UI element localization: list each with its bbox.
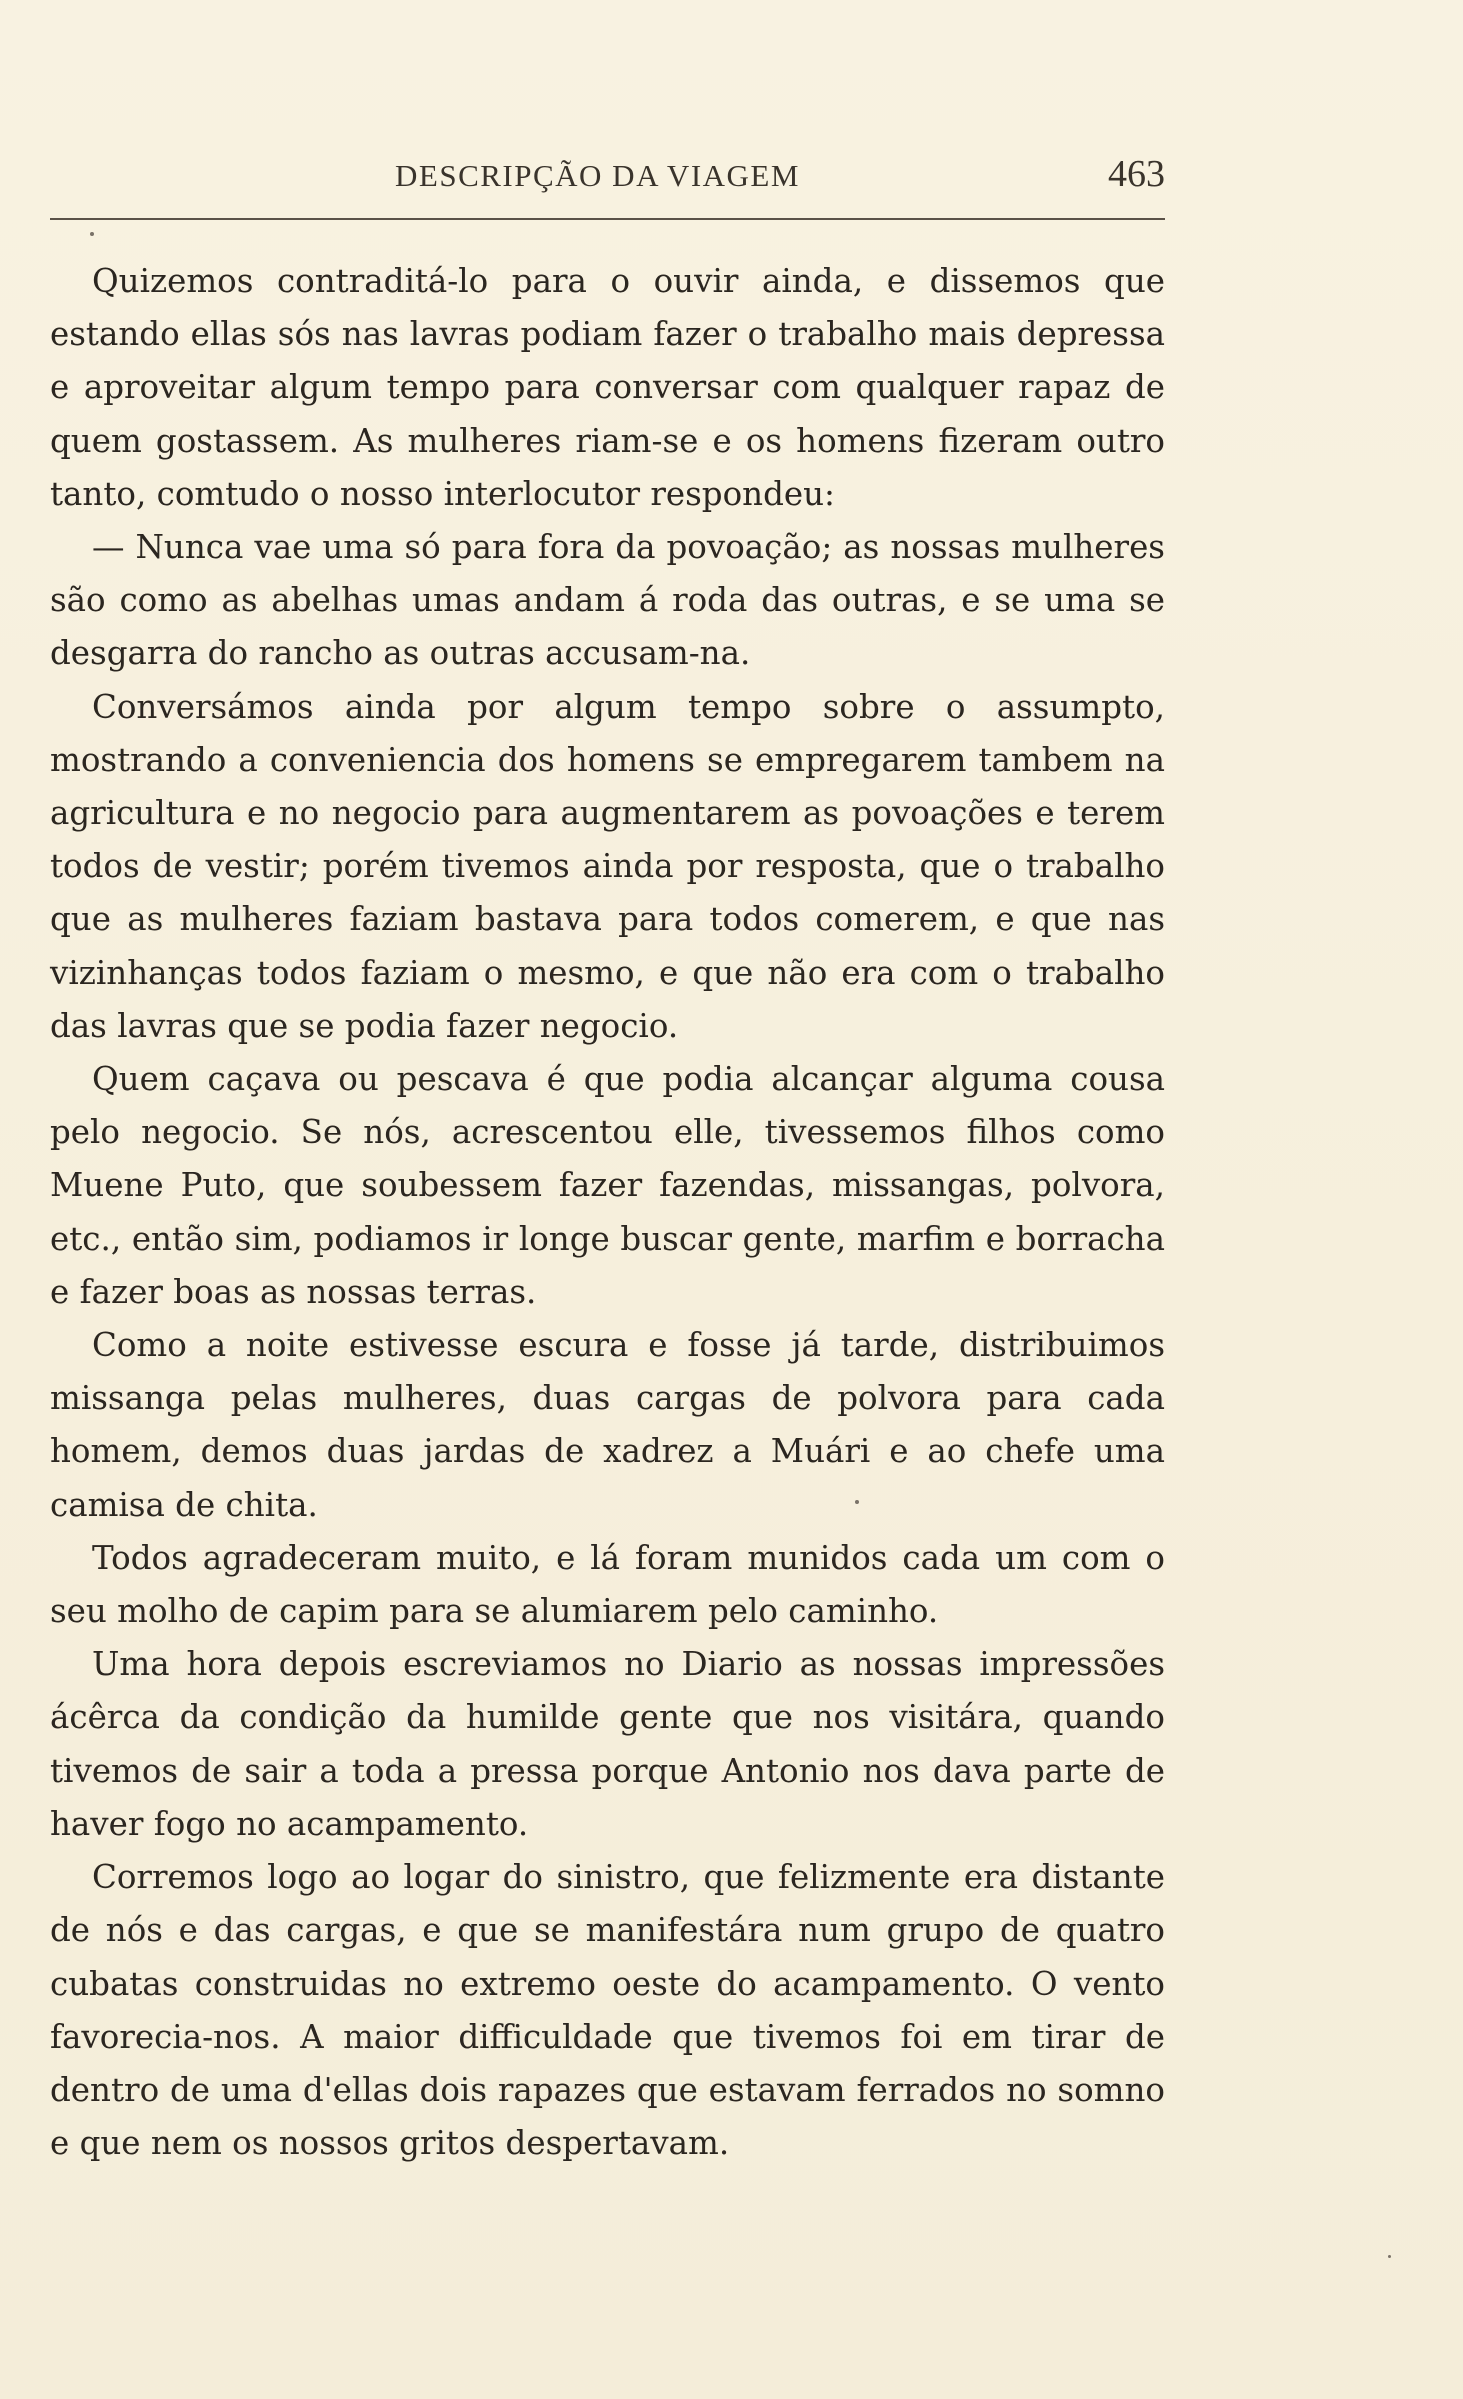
- page-number: 463: [1108, 153, 1165, 195]
- paragraph: Quizemos contraditá-lo para o ouvir ainda, e dissemos que estando ellas sós nas lavras podiam fazer o trabalho mais depressa e aproveitar algum tempo para conversar com qualquer rapaz de quem gostassem. As mulheres riam-se e os homens fizeram outro tanto, comtudo o nosso interlocutor respondeu:: [50, 262, 1165, 513]
- paragraph: Quem caçava ou pescava é que podia alcançar alguma cousa pelo negocio. Se nós, acrescentou elle, tivessemos filhos como Muene Puto, que soubessem fazer fazendas, missangas, polvora, etc., então sim, podiamos ir longe buscar gente, marfim e borracha e fazer boas as nossas terras.: [50, 1060, 1165, 1311]
- paper-speck: [90, 232, 94, 236]
- paragraph: Como a noite estivesse escura e fosse já tarde, distribuimos missanga pelas mulheres, duas cargas de polvora para cada homem, demos duas jardas de xadrez a Muári e ao chefe uma camisa de chita.: [50, 1326, 1165, 1524]
- paragraph-dialogue: — Nunca vae uma só para fora da povoação; as nossas mulheres são como as abelhas umas andam á roda das outras, e se uma se desgarra do rancho as outras accusam-na.: [50, 528, 1165, 673]
- paragraph: Conversámos ainda por algum tempo sobre o assumpto, mostrando a conveniencia dos homens se empregarem tambem na agricultura e no negocio para augmentarem as povoações e terem todos de vestir; porém tivemos ainda por resposta, que o trabalho que as mulheres faziam bastava para todos comerem, e que nas vizinhanças todos faziam o mesmo, e que não era com o trabalho das lavras que se podia fazer negocio.: [50, 687, 1165, 1045]
- header-rule: [50, 218, 1165, 220]
- paper-speck: [855, 1500, 859, 1504]
- paper-speck: [1388, 2255, 1391, 2258]
- paragraph: Uma hora depois escreviamos no Diario as nossas impressões ácêrca da condição da humilde gente que nos visitára, quando tivemos de sair a toda a pressa porque Antonio nos dava parte de haver fogo no acampamento.: [50, 1645, 1165, 1843]
- page-header: [50, 152, 1165, 202]
- paragraph: Corremos logo ao logar do sinistro, que felizmente era distante de nós e das cargas, e que se manifestára num grupo de quatro cubatas construidas no extremo oeste do acampamento. O vento favorecia-nos. A maior difficuldade que tivemos foi em tirar de dentro de uma d'ellas dois rapazes que estavam ferrados no somno e que nem os nossos gritos despertavam.: [50, 1858, 1165, 2163]
- body-text: [50, 255, 1165, 2170]
- paragraph: Todos agradeceram muito, e lá foram munidos cada um com o seu molho de capim para se alumiarem pelo caminho.: [50, 1538, 1165, 1631]
- running-title: DESCRIPÇÃO DA VIAGEM: [395, 158, 800, 193]
